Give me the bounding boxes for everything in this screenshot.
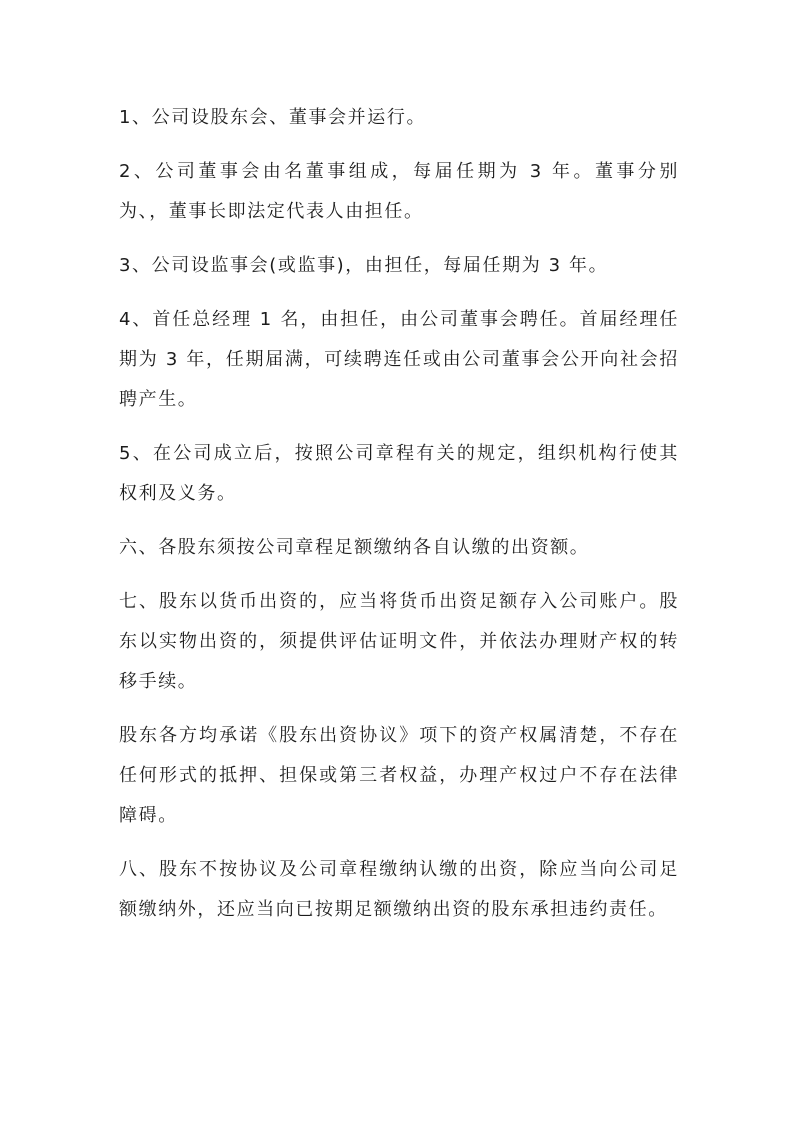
paragraph-5: 5、在公司成立后，按照公司章程有关的规定，组织机构行使其权利及义务。 <box>119 443 679 504</box>
paragraph-6: 六、各股东须按公司章程足额缴纳各自认缴的出资额。 <box>119 537 590 558</box>
paragraph-2: 2、公司董事会由名董事组成，每届任期为 3 年。董事分别为、，董事长即法定代表人由担任。 <box>119 161 679 222</box>
paragraph-4: 4、首任总经理 1 名，由担任，由公司董事会聘任。首届经理任期为 3 年，任期届满，可续聘连任或由公司董事会公开向社会招聘产生。 <box>119 309 679 410</box>
paragraph-7: 七、股东以货币出资的，应当将货币出资足额存入公司账户。股东以实物出资的，须提供评估证明文件，并依法办理财产权的转移手续。 <box>119 591 679 692</box>
paragraph-3: 3、公司设监事会(或监事)，由担任，每届任期为 3 年。 <box>119 255 609 276</box>
paragraph-8: 股东各方均承诺《股东出资协议》项下的资产权属清楚，不存在任何形式的抵押、担保或第三者权益，办理产权过户不存在法律障碍。 <box>119 725 679 826</box>
paragraph-9: 八、股东不按协议及公司章程缴纳认缴的出资，除应当向公司足额缴纳外，还应当向已按期足额缴纳出资的股东承担违约责任。 <box>119 859 679 920</box>
paragraph-1: 1、公司设股东会、董事会并运行。 <box>119 107 427 128</box>
document-body <box>119 98 679 944</box>
